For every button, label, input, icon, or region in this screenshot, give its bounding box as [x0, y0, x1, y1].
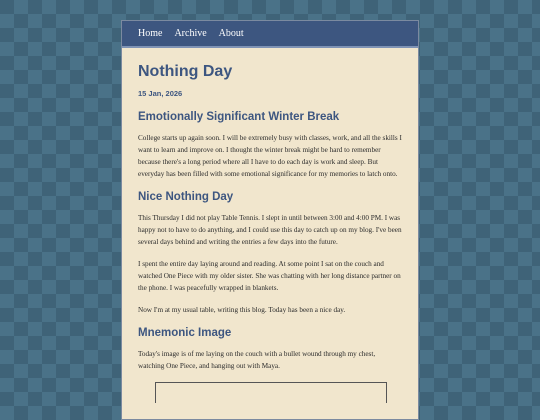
- paragraph: College starts up again soon. I will be extremely busy with classes, work, and all the skills I want to learn and improve on. I thought the winter break might be hard to remember because there's a long period where all I have to do each day is work and sleep. But everyday has been filled with some emotional significance for my memories to latch onto.: [138, 134, 402, 178]
- nav-archive-link[interactable]: Archive: [174, 28, 207, 39]
- mnemonic-image-frame: [155, 382, 387, 403]
- post-title: Nothing Day: [138, 63, 233, 80]
- post-date: 15 Jan, 2026: [138, 89, 183, 98]
- post-content: [122, 48, 418, 403]
- nav-about-link[interactable]: About: [218, 28, 244, 39]
- section-heading-winter-break: Emotionally Significant Winter Break: [138, 111, 340, 123]
- section-heading-mnemonic-image: Mnemonic Image: [138, 327, 232, 339]
- nav-home-link[interactable]: Home: [138, 28, 163, 39]
- section-heading-nice-nothing-day: Nice Nothing Day: [138, 191, 234, 203]
- top-nav: [122, 21, 418, 48]
- paragraph: Today's image is of me laying on the couch with a bullet wound through my chest, watching One Piece, and hanging out with Maya.: [138, 350, 376, 370]
- blog-page: [121, 20, 419, 420]
- paragraph: Now I'm at my usual table, writing this blog. Today has been a nice day.: [138, 306, 346, 314]
- paragraph: I spent the entire day laying around and reading. At some point I sat on the couch and watched One Piece with my older sister. She was chatting with her long distance partner on the phone. I was peacefully wrapped in blankets.: [138, 260, 401, 292]
- paragraph: This Thursday I did not play Table Tennis. I slept in until between 3:00 and 4:00 PM. I was happy not to have to do anything, and I could use this day to catch up on my blog. I've been several days behind and writing the entries a few days into the future.: [138, 214, 402, 246]
